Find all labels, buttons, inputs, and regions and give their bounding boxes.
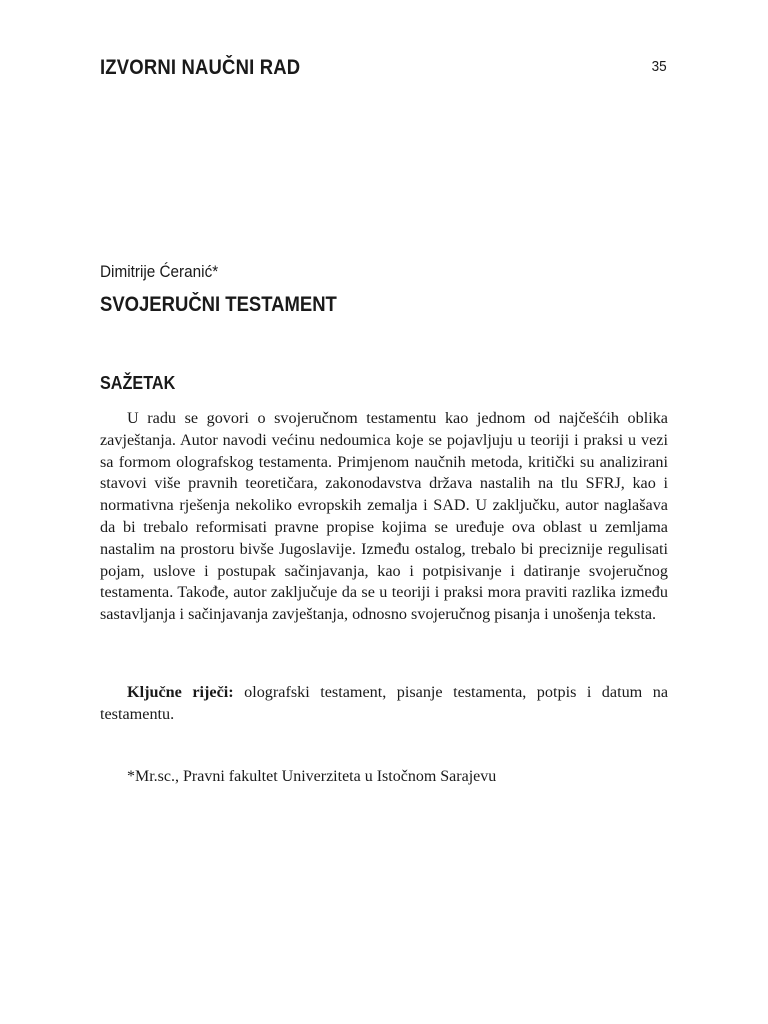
keywords xyxy=(100,682,668,726)
section-label: IZVORNI NAUČNI RAD xyxy=(100,56,301,79)
article-title: SVOJERUČNI TESTAMENT xyxy=(100,293,337,316)
keywords-text: olografski testament, pisanje testamenta, potpis i datum na testamentu. xyxy=(100,683,669,723)
abstract-body xyxy=(100,408,668,626)
author-name: Dimitrije Ćeranić* xyxy=(100,262,219,281)
keywords-label: Ključne riječi: xyxy=(127,683,234,701)
abstract-heading: SAŽETAK xyxy=(100,373,176,393)
author-footnote: *Mr.sc., Pravni fakultet Univerziteta u Istočnom Sarajevu xyxy=(127,768,497,785)
abstract-paragraph: U radu se govori o svojeručnom testamentu kao jednom od najčešćih oblika zavještanja. Autor navodi većinu nedoumica koje se pojavljuju u teoriji i praksi u vezi sa formom olografskog testamenta. Primjenom naučnih metoda, kritički su analizirani stavovi više pravnih teoretičara, zakonodavstva država nastalih na tlu SFRJ, kao i normativna rješenja nekoliko evropskih zemalja i SAD. U zaključku, autor naglašava da bi trebalo reformisati pravne propise kojima se uređuje ova oblast u zemljama nastalim na prostoru bivše Jugoslavije. Između ostalog, trebalo bi preciznije regulisati pojam, uslove i postupak sačinjavanja, kao i potpisivanje i datiranje svojeručnog testamenta. Takođe, autor zaključuje da se u teoriji i praksi mora praviti razlika između sastavljanja i sačinjavanja zavještanja, odnosno svojeručnog pisanja i unošenja teksta. xyxy=(100,409,668,624)
page-number: 35 xyxy=(651,58,667,75)
